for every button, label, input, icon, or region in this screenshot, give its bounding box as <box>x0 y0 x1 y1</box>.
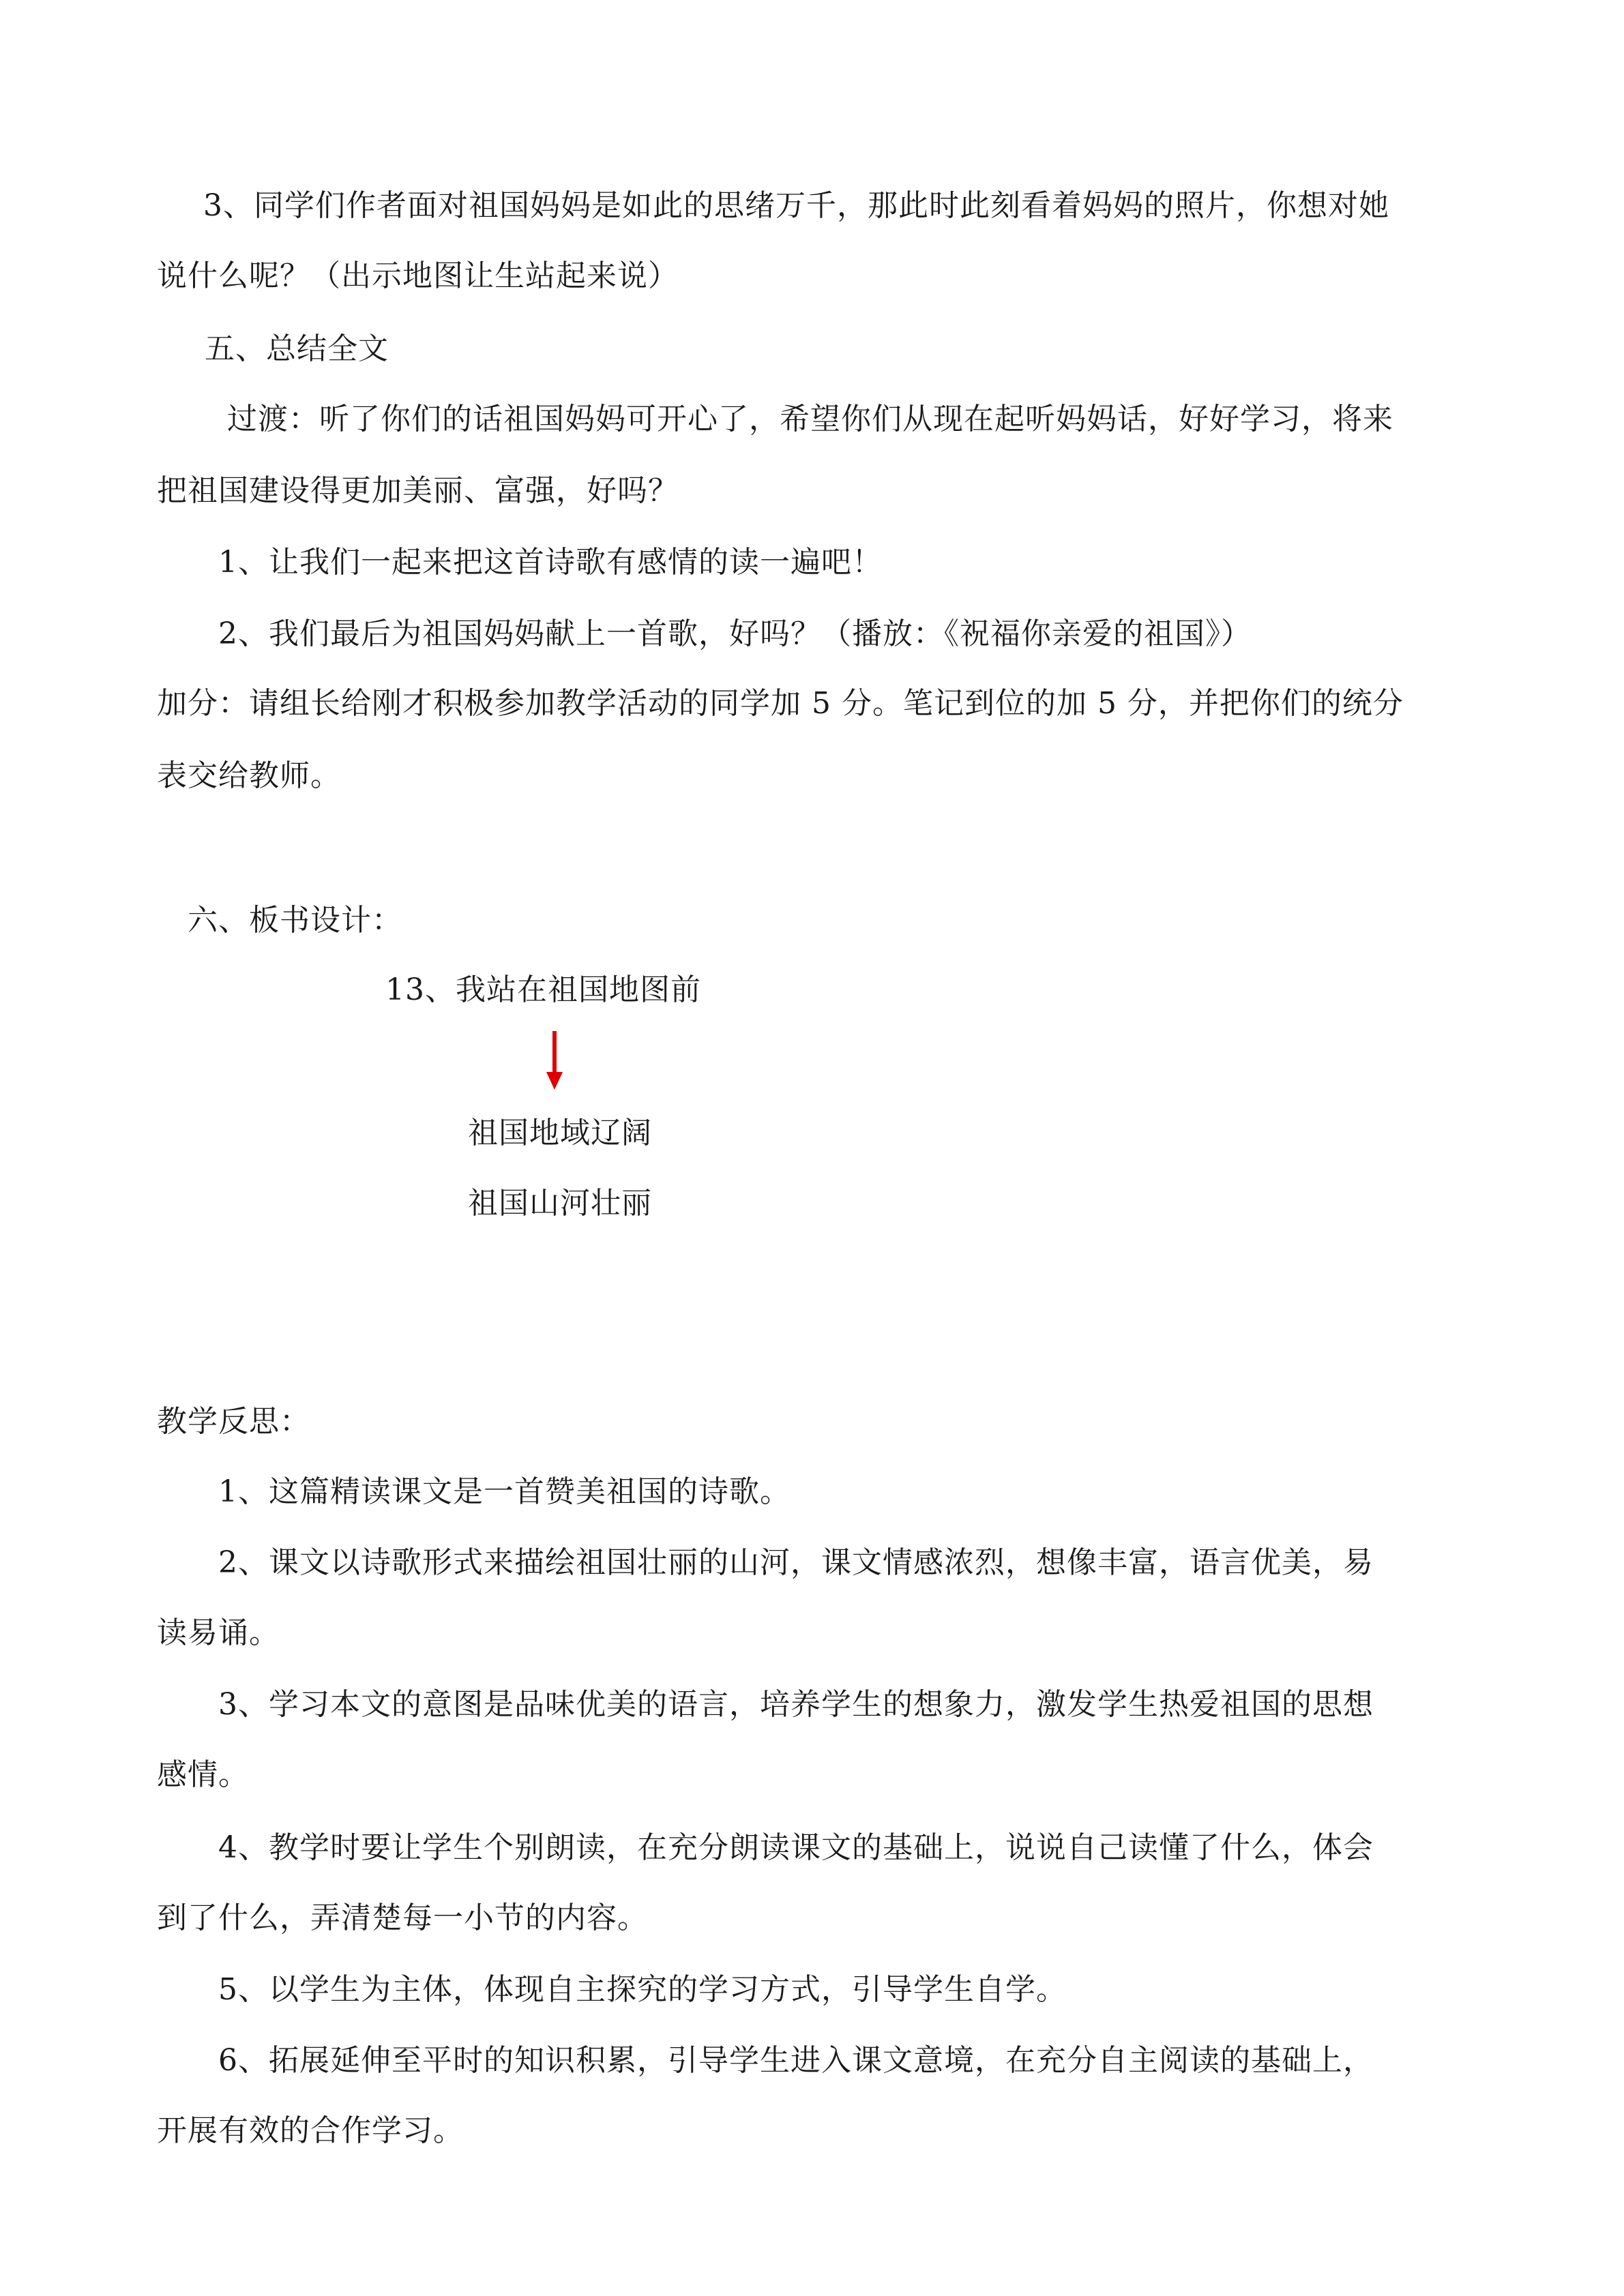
section5-heading: 五、总结全文 <box>205 331 389 366</box>
reflection-item6-line2: 开展有效的合作学习。 <box>157 2113 464 2148</box>
reflection-item2-line1: 2、课文以诗歌形式来描绘祖国壮丽的山河，课文情感浓烈，想像丰富，语言优美，易 <box>218 1545 1374 1580</box>
reflection-item5: 5、以学生为主体，体现自主探究的学习方式，引导学生自学。 <box>218 1972 1067 2007</box>
bonus-line2: 表交给教师。 <box>157 758 341 793</box>
reflection-heading: 教学反思： <box>157 1404 310 1439</box>
bonus-line1: 加分：请组长给刚才积极参加教学活动的同学加 5 分。笔记到位的加 5 分，并把你们的统分 <box>157 686 1404 721</box>
section5-item2: 2、我们最后为祖国妈妈献上一首歌，好吗？（播放：《祝福你亲爱的祖国》） <box>218 616 1252 651</box>
reflection-item3-line2: 感情。 <box>157 1757 249 1792</box>
item3-line2: 说什么呢？（出示地图让生站起来说） <box>157 258 679 293</box>
down-arrow-icon <box>544 1030 565 1091</box>
section6-heading: 六、板书设计： <box>188 903 402 938</box>
reflection-item4-line1: 4、教学时要让学生个别朗读，在充分朗读课文的基础上，说说自己读懂了什么，体会 <box>218 1830 1374 1865</box>
reflection-item2-line2: 读易诵。 <box>157 1615 280 1650</box>
board-line2: 祖国山河壮丽 <box>468 1186 652 1221</box>
board-title: 13、我站在祖国地图前 <box>385 972 701 1007</box>
item3-line1: 3、同学们作者面对祖国妈妈是如此的思绪万千，那此时此刻看着妈妈的照片，你想对她 <box>203 188 1389 223</box>
reflection-item4-line2: 到了什么，弄清楚每一小节的内容。 <box>157 1900 648 1935</box>
board-line1: 祖国地域辽阔 <box>468 1116 652 1150</box>
reflection-item1: 1、这篇精读课文是一首赞美祖国的诗歌。 <box>218 1474 791 1509</box>
reflection-item6-line1: 6、拓展延伸至平时的知识积累，引导学生进入课文意境，在充分自主阅读的基础上， <box>218 2043 1374 2078</box>
section5-item1: 1、让我们一起来把这首诗歌有感情的读一遍吧！ <box>218 545 883 580</box>
reflection-item3-line1: 3、学习本文的意图是品味优美的语言，培养学生的想象力，激发学生热爱祖国的思想 <box>218 1687 1374 1722</box>
transition-line2: 把祖国建设得更加美丽、富强，好吗？ <box>157 473 679 508</box>
transition-line1: 过渡：听了你们的话祖国妈妈可开心了，希望你们从现在起听妈妈话，好好学习，将来 <box>227 402 1393 436</box>
